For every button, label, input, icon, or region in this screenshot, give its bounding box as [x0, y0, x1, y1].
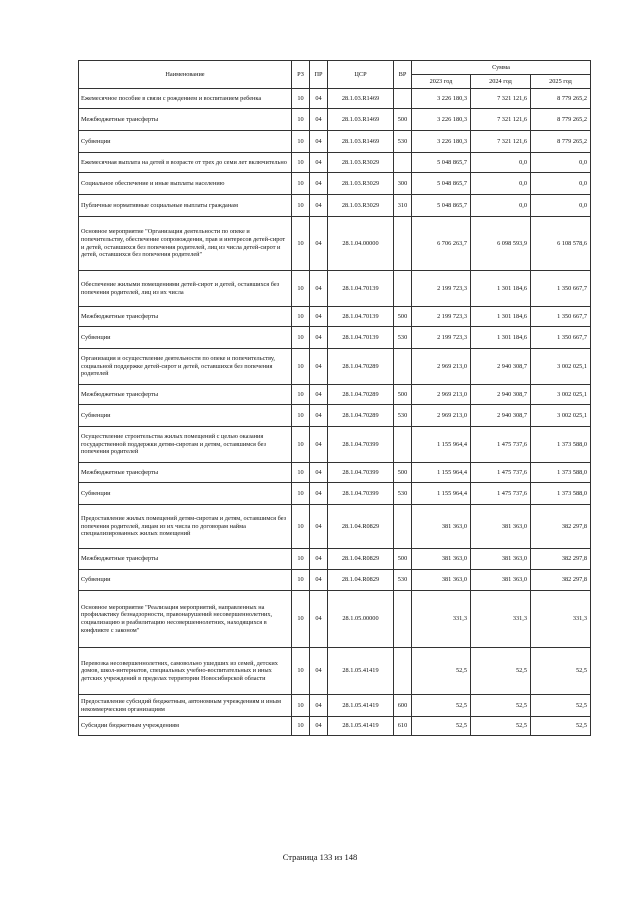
row-rz: 10: [292, 131, 310, 153]
header-year-2024: 2024 год: [471, 75, 531, 89]
row-rz: 10: [292, 483, 310, 505]
row-amount-2024: 7 321 121,6: [471, 89, 531, 109]
row-name: Социальное обеспечение и иные выплаты населению: [79, 173, 292, 195]
header-csr: ЦСР: [328, 61, 394, 89]
budget-table: [78, 60, 591, 736]
row-amount-2023: 1 155 964,4: [412, 463, 471, 483]
table-row: [79, 271, 591, 307]
row-csr: 28.1.04.70399: [328, 463, 394, 483]
row-pr: 04: [310, 695, 328, 717]
row-csr: 28.1.04.70289: [328, 405, 394, 427]
row-amount-2024: 381 363,0: [471, 549, 531, 570]
row-pr: 04: [310, 483, 328, 505]
row-amount-2024: 1 301 184,6: [471, 307, 531, 327]
row-vr: [394, 89, 412, 109]
row-amount-2024: 2 940 308,7: [471, 385, 531, 405]
row-rz: 10: [292, 405, 310, 427]
row-name: Субвенции: [79, 570, 292, 591]
row-amount-2023: 1 155 964,4: [412, 483, 471, 505]
header-pr: ПР: [310, 61, 328, 89]
row-vr: 500: [394, 307, 412, 327]
row-name: Предоставление жилых помещений детям-сиротам и детям, оставшимся без попечения родителей, лицам из их числа по договорам найма специализированных жилых помещений: [79, 505, 292, 549]
row-amount-2025: 1 350 667,7: [531, 307, 591, 327]
row-csr: 28.1.04.R0829: [328, 570, 394, 591]
row-csr: 28.1.03.R3029: [328, 153, 394, 173]
row-amount-2023: 5 048 865,7: [412, 173, 471, 195]
row-csr: 28.1.04.00000: [328, 217, 394, 271]
row-vr: 500: [394, 385, 412, 405]
row-vr: [394, 349, 412, 385]
row-name: Межбюджетные трансферты: [79, 109, 292, 131]
row-name: Предоставление субсидий бюджетным, автономным учреждениям и иным некоммерческим организациям: [79, 695, 292, 717]
row-rz: 10: [292, 385, 310, 405]
row-rz: 10: [292, 717, 310, 736]
row-pr: 04: [310, 307, 328, 327]
row-csr: 28.1.05.00000: [328, 591, 394, 648]
row-amount-2024: 1 475 737,6: [471, 483, 531, 505]
row-name: Субвенции: [79, 483, 292, 505]
row-amount-2023: 52,5: [412, 695, 471, 717]
row-csr: 28.1.03.R3029: [328, 173, 394, 195]
row-rz: 10: [292, 427, 310, 463]
row-vr: 610: [394, 717, 412, 736]
row-pr: 04: [310, 385, 328, 405]
row-vr: 600: [394, 695, 412, 717]
table-row: [79, 153, 591, 173]
row-amount-2024: 381 363,0: [471, 505, 531, 549]
row-amount-2023: 2 199 723,3: [412, 271, 471, 307]
row-vr: 530: [394, 405, 412, 427]
row-csr: 28.1.04.70139: [328, 271, 394, 307]
row-amount-2025: 1 373 588,0: [531, 483, 591, 505]
row-vr: [394, 505, 412, 549]
row-name: Основное мероприятие "Организация деятельности по опеке и попечительству, обеспечение сопровождения, прав и интересов детей-сирот и детей, оставшихся без попечения родителей, лиц из числа детей-сирот и детей, оставшихся без попечения родителей": [79, 217, 292, 271]
row-name: Субвенции: [79, 131, 292, 153]
row-rz: 10: [292, 570, 310, 591]
table-row: [79, 89, 591, 109]
table-row: [79, 405, 591, 427]
row-csr: 28.1.04.R0829: [328, 505, 394, 549]
row-name: Обеспечение жилыми помещениями детей-сирот и детей, оставшихся без попечения родителей, лиц из их числа: [79, 271, 292, 307]
row-amount-2024: 2 940 308,7: [471, 349, 531, 385]
row-pr: 04: [310, 591, 328, 648]
table-row: [79, 427, 591, 463]
table-row: [79, 173, 591, 195]
row-amount-2025: 382 297,8: [531, 549, 591, 570]
row-csr: 28.1.03.R1469: [328, 89, 394, 109]
row-rz: 10: [292, 109, 310, 131]
row-vr: 300: [394, 173, 412, 195]
row-name: Основное мероприятие "Реализация мероприятий, направленных на профилактику безнадзорности, правонарушений несовершеннолетних, социализацию и реабилитацию несовершеннолетних, находящихся в конфликте с законом": [79, 591, 292, 648]
row-amount-2025: 0,0: [531, 153, 591, 173]
row-csr: 28.1.04.70289: [328, 385, 394, 405]
row-csr: 28.1.03.R1469: [328, 109, 394, 131]
row-amount-2025: 331,3: [531, 591, 591, 648]
row-amount-2023: 3 226 180,3: [412, 131, 471, 153]
row-name: Межбюджетные трансферты: [79, 307, 292, 327]
row-amount-2024: 52,5: [471, 648, 531, 695]
row-amount-2024: 1 301 184,6: [471, 271, 531, 307]
row-pr: 04: [310, 505, 328, 549]
table-row: [79, 327, 591, 349]
row-amount-2025: 8 779 265,2: [531, 89, 591, 109]
row-rz: 10: [292, 327, 310, 349]
row-amount-2023: 52,5: [412, 648, 471, 695]
row-amount-2024: 0,0: [471, 195, 531, 217]
row-amount-2025: 382 297,8: [531, 570, 591, 591]
row-amount-2024: 52,5: [471, 717, 531, 736]
row-name: Ежемесячное пособие в связи с рождением и воспитанием ребенка: [79, 89, 292, 109]
row-name: Публичные нормативные социальные выплаты гражданам: [79, 195, 292, 217]
row-amount-2024: 1 301 184,6: [471, 327, 531, 349]
row-vr: [394, 217, 412, 271]
row-amount-2023: 331,3: [412, 591, 471, 648]
row-rz: 10: [292, 549, 310, 570]
table-row: [79, 349, 591, 385]
row-amount-2025: 1 373 588,0: [531, 463, 591, 483]
row-amount-2024: 381 363,0: [471, 570, 531, 591]
row-amount-2024: 331,3: [471, 591, 531, 648]
row-amount-2023: 52,5: [412, 717, 471, 736]
row-rz: 10: [292, 463, 310, 483]
row-vr: [394, 153, 412, 173]
row-name: Перевозка несовершеннолетних, самовольно ушедших из семей, детских домов, школ-интернатов, специальных учебно-воспитательных и иных детских учреждений в пределах территории Новосибирской области: [79, 648, 292, 695]
row-rz: 10: [292, 307, 310, 327]
table-row: [79, 695, 591, 717]
row-vr: 530: [394, 483, 412, 505]
row-amount-2023: 2 969 213,0: [412, 405, 471, 427]
row-amount-2023: 381 363,0: [412, 570, 471, 591]
header-sum: Сумма: [412, 61, 591, 75]
row-name: Субвенции: [79, 327, 292, 349]
header-year-2025: 2025 год: [531, 75, 591, 89]
table-row: [79, 570, 591, 591]
row-amount-2025: 8 779 265,2: [531, 109, 591, 131]
row-amount-2025: 3 002 025,1: [531, 385, 591, 405]
row-pr: 04: [310, 153, 328, 173]
row-amount-2025: 6 108 578,6: [531, 217, 591, 271]
table-row: [79, 483, 591, 505]
row-csr: 28.1.04.70139: [328, 307, 394, 327]
row-pr: 04: [310, 109, 328, 131]
table-row: [79, 591, 591, 648]
row-amount-2025: 3 002 025,1: [531, 405, 591, 427]
row-amount-2023: 2 969 213,0: [412, 385, 471, 405]
row-vr: [394, 271, 412, 307]
row-csr: 28.1.04.70139: [328, 327, 394, 349]
table-body: [79, 89, 591, 736]
row-amount-2025: 52,5: [531, 717, 591, 736]
row-vr: 530: [394, 131, 412, 153]
row-vr: [394, 427, 412, 463]
row-csr: 28.1.03.R3029: [328, 195, 394, 217]
header-name: Наименование: [79, 61, 292, 89]
row-pr: 04: [310, 549, 328, 570]
row-rz: 10: [292, 89, 310, 109]
row-pr: 04: [310, 327, 328, 349]
table-row: [79, 505, 591, 549]
table-row: [79, 217, 591, 271]
row-pr: 04: [310, 648, 328, 695]
table-row: [79, 307, 591, 327]
row-vr: 500: [394, 109, 412, 131]
row-name: Межбюджетные трансферты: [79, 463, 292, 483]
row-pr: 04: [310, 349, 328, 385]
table-row: [79, 549, 591, 570]
row-rz: 10: [292, 195, 310, 217]
row-amount-2023: 6 706 263,7: [412, 217, 471, 271]
row-amount-2025: 382 297,8: [531, 505, 591, 549]
row-amount-2023: 3 226 180,3: [412, 89, 471, 109]
row-amount-2025: 0,0: [531, 195, 591, 217]
row-vr: 530: [394, 327, 412, 349]
row-csr: 28.1.04.70399: [328, 483, 394, 505]
budget-table-container: [78, 60, 590, 736]
table-row: [79, 385, 591, 405]
row-name: Межбюджетные трансферты: [79, 385, 292, 405]
row-amount-2025: 8 779 265,2: [531, 131, 591, 153]
row-csr: 28.1.05.41419: [328, 695, 394, 717]
table-row: [79, 131, 591, 153]
row-vr: [394, 648, 412, 695]
row-pr: 04: [310, 463, 328, 483]
row-csr: 28.1.03.R1469: [328, 131, 394, 153]
row-amount-2025: 1 373 588,0: [531, 427, 591, 463]
row-amount-2024: 7 321 121,6: [471, 131, 531, 153]
row-amount-2024: 0,0: [471, 153, 531, 173]
row-pr: 04: [310, 570, 328, 591]
row-amount-2024: 1 475 737,6: [471, 427, 531, 463]
row-rz: 10: [292, 591, 310, 648]
row-name: Организация и осуществление деятельности по опеке и попечительству, социальной поддержке детей-сирот и детей, оставшихся без попечения родителей: [79, 349, 292, 385]
table-row: [79, 648, 591, 695]
row-rz: 10: [292, 648, 310, 695]
table-row: [79, 109, 591, 131]
row-name: Субсидии бюджетным учреждениям: [79, 717, 292, 736]
row-amount-2023: 2 199 723,3: [412, 307, 471, 327]
header-year-2023: 2023 год: [412, 75, 471, 89]
row-csr: 28.1.04.R0829: [328, 549, 394, 570]
row-vr: 500: [394, 549, 412, 570]
row-vr: [394, 591, 412, 648]
row-rz: 10: [292, 349, 310, 385]
row-amount-2024: 1 475 737,6: [471, 463, 531, 483]
row-name: Межбюджетные трансферты: [79, 549, 292, 570]
row-vr: 530: [394, 570, 412, 591]
row-csr: 28.1.04.70399: [328, 427, 394, 463]
row-amount-2024: 6 098 593,9: [471, 217, 531, 271]
row-pr: 04: [310, 173, 328, 195]
header-vr: ВР: [394, 61, 412, 89]
row-csr: 28.1.05.41419: [328, 717, 394, 736]
row-pr: 04: [310, 131, 328, 153]
row-amount-2025: 52,5: [531, 695, 591, 717]
row-pr: 04: [310, 717, 328, 736]
row-amount-2023: 381 363,0: [412, 505, 471, 549]
row-csr: 28.1.05.41419: [328, 648, 394, 695]
row-amount-2023: 2 199 723,3: [412, 327, 471, 349]
row-name: Ежемесячная выплата на детей в возрасте от трех до семи лет включительно: [79, 153, 292, 173]
row-amount-2024: 52,5: [471, 695, 531, 717]
table-row: [79, 717, 591, 736]
row-amount-2023: 2 969 213,0: [412, 349, 471, 385]
row-amount-2025: 0,0: [531, 173, 591, 195]
row-amount-2025: 52,5: [531, 648, 591, 695]
row-rz: 10: [292, 271, 310, 307]
row-amount-2023: 3 226 180,3: [412, 109, 471, 131]
row-rz: 10: [292, 173, 310, 195]
row-amount-2024: 0,0: [471, 173, 531, 195]
row-csr: 28.1.04.70289: [328, 349, 394, 385]
row-pr: 04: [310, 217, 328, 271]
row-amount-2025: 1 350 667,7: [531, 271, 591, 307]
row-amount-2024: 7 321 121,6: [471, 109, 531, 131]
row-amount-2024: 2 940 308,7: [471, 405, 531, 427]
table-row: [79, 195, 591, 217]
row-name: Субвенции: [79, 405, 292, 427]
row-amount-2023: 381 363,0: [412, 549, 471, 570]
row-pr: 04: [310, 271, 328, 307]
row-pr: 04: [310, 405, 328, 427]
row-rz: 10: [292, 153, 310, 173]
row-pr: 04: [310, 195, 328, 217]
row-name: Осуществление строительства жилых помещений с целью оказания государственной поддержки детям-сиротам и детям, оставшимся без попечения родителей: [79, 427, 292, 463]
row-pr: 04: [310, 89, 328, 109]
table-row: [79, 463, 591, 483]
row-amount-2025: 3 002 025,1: [531, 349, 591, 385]
row-rz: 10: [292, 505, 310, 549]
row-rz: 10: [292, 695, 310, 717]
row-vr: 310: [394, 195, 412, 217]
row-amount-2023: 5 048 865,7: [412, 153, 471, 173]
row-amount-2023: 5 048 865,7: [412, 195, 471, 217]
row-vr: 500: [394, 463, 412, 483]
row-amount-2023: 1 155 964,4: [412, 427, 471, 463]
row-pr: 04: [310, 427, 328, 463]
page-number: Страница 133 из 148: [282, 852, 358, 862]
header-rz: РЗ: [292, 61, 310, 89]
row-rz: 10: [292, 217, 310, 271]
row-amount-2025: 1 350 667,7: [531, 327, 591, 349]
